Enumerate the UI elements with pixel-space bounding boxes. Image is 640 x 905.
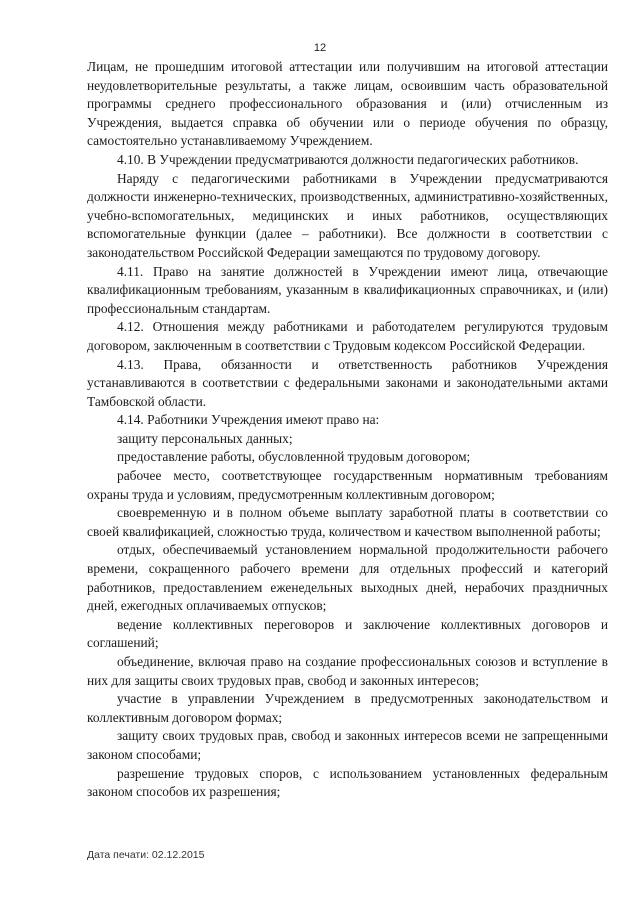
paragraph-4-10: 4.10. В Учреждении предусматриваются должности педагогических работников. — [117, 151, 579, 167]
paragraph-4-11: 4.11. Право на занятие должностей в Учреждении имеют лица, отвечающие квалификационным требованиям, указанным в квалификационных справочниках, и (или) профессиональным стандартам. — [87, 263, 608, 316]
list-item-management-participation: участие в управлении Учреждением в предусмотренных законодательством и коллективным договором формах; — [87, 691, 608, 725]
paragraph-4-12: 4.12. Отношения между работниками и работодателем регулируются трудовым договором, заключенным в соответствии с Трудовым кодексом Российской Федерации. — [87, 319, 608, 353]
paragraph-certificate: Лицам, не прошедшим итоговой аттестации или получившим на итоговой аттестации неудовлетворительные результаты, а также лицам, освоившим часть образовательной программы среднего профессионального образования и (или) отчисленным из Учреждения, выдается справка об обучении или о периоде обучения по образцу, самостоятельно устанавливаемому Учреждением. — [87, 59, 608, 149]
list-item-dispute-resolution: разрешение трудовых споров, с использованием установленных федеральным законом способов их разрешения; — [87, 765, 608, 800]
list-item-collective-bargaining: ведение коллективных переговоров и заключение коллективных договоров и соглашений; — [87, 616, 608, 651]
paragraph-4-13: 4.13. Права, обязанности и ответственность работников Учреждения устанавливаются в соответствии с федеральными законами и законодательными актами Тамбовской области. — [87, 356, 608, 409]
list-item-association: объединение, включая право на создание профессиональных союзов и вступление в них для защиты своих трудовых прав, свобод и законных интересов; — [87, 654, 608, 688]
page-number: 12 — [313, 42, 327, 54]
list-item-personal-data: защиту персональных данных; — [117, 430, 293, 446]
paragraph-positions: Наряду с педагогическими работниками в Учреждении предусматриваются должности инженерно-технических, производственных, административно-хозяйственных, учебно-вспомогательных, медицинских и иных работников, осуществляющих вспомогательные функции (далее – работники). Все должности в соответствии с законодательством Российской Федерации замещаются по трудовому договору. — [87, 170, 608, 260]
list-item-rest: отдых, обеспечиваемый установлением нормальной продолжительности рабочего времени, сокращенного рабочего времени для отдельных профессий и категорий работников, предоставлением еженедельных выходных дней, нерабочих праздничных дней, ежегодных оплачиваемых отпусков; — [87, 542, 608, 614]
list-item-rights-protection: защиту своих трудовых прав, свобод и законных интересов всеми не запрещенными законом способами; — [87, 728, 608, 762]
list-item-salary: своевременную и в полном объеме выплату заработной платы в соответствии со своей квалификацией, сложностью труда, количеством и качеством выполненной работы; — [87, 505, 608, 539]
paragraph-4-14: 4.14. Работники Учреждения имеют право на: — [117, 412, 380, 428]
document-body — [87, 58, 608, 802]
list-item-work-provision: предоставление работы, обусловленной трудовым договором; — [117, 449, 471, 465]
list-item-workplace: рабочее место, соответствующее государственным нормативным требованиям охраны труда и условиям, предусмотренным коллективным договором; — [87, 468, 608, 502]
print-date: Дата печати: 02.12.2015 — [87, 849, 205, 861]
